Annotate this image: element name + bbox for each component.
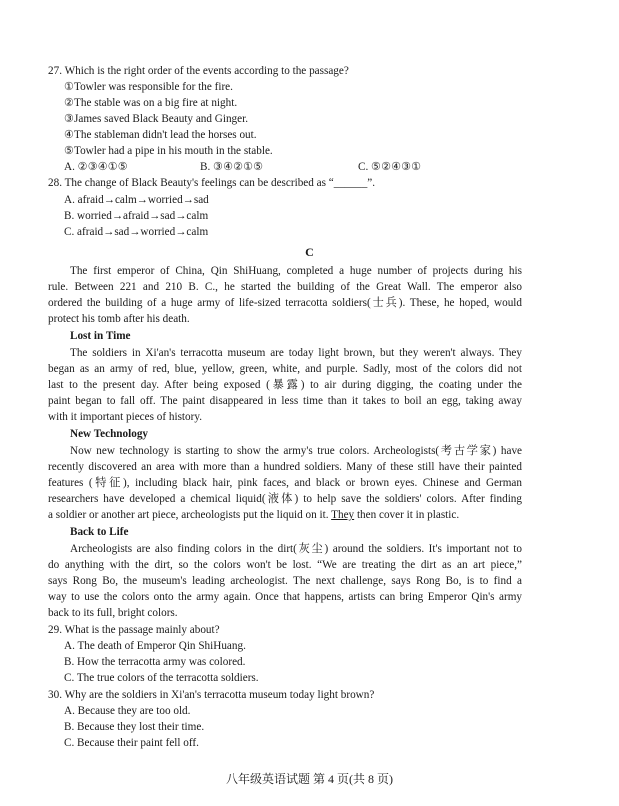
q27-stem: 27. Which is the right order of the events according to the passage?: [48, 65, 349, 77]
heading-back-to-life: Back to Life: [70, 526, 129, 538]
q27-item-3: ③James saved Black Beauty and Ginger.: [64, 113, 249, 125]
q27-option-b: B. ③④②①⑤: [200, 161, 264, 173]
p2-line-5-b: then cover it in plastic.: [354, 509, 460, 521]
heading-new-technology: New Technology: [70, 428, 149, 440]
p1-line-1: The soldiers in Xi'an's terracotta museum are today light brown, but they weren't always. They: [70, 347, 522, 359]
p1-line-4: paint began to fall off. The paint disappeared in less time than it takes to boil an egg, taking away: [48, 395, 522, 407]
intro-line-1: The first emperor of China, Qin ShiHuang, completed a huge number of projects during his: [70, 265, 522, 277]
p1-line-5: with it important pieces of history.: [48, 411, 203, 423]
intro-line-4: protect his tomb after his death.: [48, 313, 190, 325]
q27-item-4: ④The stableman didn't lead the horses out.: [64, 129, 257, 141]
q28-option-a: A. afraid→calm→worried→sad: [64, 194, 209, 206]
p2-line-4: researchers have developed a chemical liquid(液体) to help save the soldiers' colors. After finding: [48, 493, 522, 505]
p3-line-3: says Rong Bo, the museum's leading archeologist. The next challenge, says Rong Bo, is to find a: [48, 575, 522, 587]
p2-line-1: Now new technology is starting to show the army's true colors. Archeologists(考古学家) have: [70, 445, 522, 457]
heading-lost-in-time: Lost in Time: [70, 330, 131, 342]
page-footer: 八年级英语试题 第 4 页(共 8 页): [226, 772, 393, 786]
q30-stem: 30. Why are the soldiers in Xi'an's terracotta museum today light brown?: [48, 689, 375, 701]
p3-line-4: way to use the colors onto the army again. Once that happens, artists can bring Emperor Qin's army: [48, 591, 522, 603]
q27-option-a: A. ②③④①⑤: [64, 161, 128, 173]
p1-line-2: began as an army of red, blue, yellow, green, white, and purple. Sadly, most of the colors did not: [48, 363, 522, 375]
intro-line-3: ordered the building of a huge army of life-sized terracotta soldiers(士兵). These, he hoped, would: [48, 297, 522, 309]
q27-item-5: ⑤Towler had a pipe in his mouth in the stable.: [64, 145, 273, 157]
q28-stem: 28. The change of Black Beauty's feelings can be described as “______”.: [48, 177, 376, 189]
p2-line-3: features (特征), including black hair, pink faces, and black or brown eyes. Chinese and German: [48, 477, 522, 489]
q28-option-b: B. worried→afraid→sad→calm: [64, 210, 209, 222]
p2-line-2: recently discovered an area with more than a hundred soldiers. Many of these still have their painted: [48, 461, 522, 473]
q30-option-c: C. Because their paint fell off.: [64, 737, 199, 749]
p3-line-5: back to its full, bright colors.: [48, 607, 178, 619]
q30-option-b: B. Because they lost their time.: [64, 721, 205, 733]
q29-stem: 29. What is the passage mainly about?: [48, 624, 220, 636]
p2-line-5: [48, 508, 459, 522]
underlined-word-they: They: [331, 509, 355, 521]
p1-line-3: last to the present day. After being exposed (暴露) to air during digging, the coating under the: [48, 379, 522, 391]
q27-option-c: C. ⑤②④③①: [358, 161, 422, 173]
p3-line-1: Archeologists are also finding colors in the dirt(灰尘) around the soldiers. It's important not to: [70, 543, 522, 555]
section-title: C: [305, 245, 314, 259]
q30-option-a: A. Because they are too old.: [64, 705, 191, 717]
q27-item-2: ②The stable was on a big fire at night.: [64, 97, 238, 109]
p2-line-5-a: a soldier or another art piece, archeologists put the liquid on it.: [48, 509, 332, 521]
q29-option-c: C. The true colors of the terracotta soldiers.: [64, 672, 259, 684]
q29-option-a: A. The death of Emperor Qin ShiHuang.: [64, 640, 246, 652]
q27-item-1: ①Towler was responsible for the fire.: [64, 81, 233, 93]
p3-line-2: do anything with the dirt, so the colors won't be lost. “We are treating the dirt as an art piece,”: [48, 559, 522, 571]
q29-option-b: B. How the terracotta army was colored.: [64, 656, 246, 668]
q28-option-c: C. afraid→sad→worried→calm: [64, 226, 209, 238]
intro-line-2: rule. Between 221 and 210 B. C., he started the building of the Great Wall. The emperor also: [48, 281, 522, 293]
